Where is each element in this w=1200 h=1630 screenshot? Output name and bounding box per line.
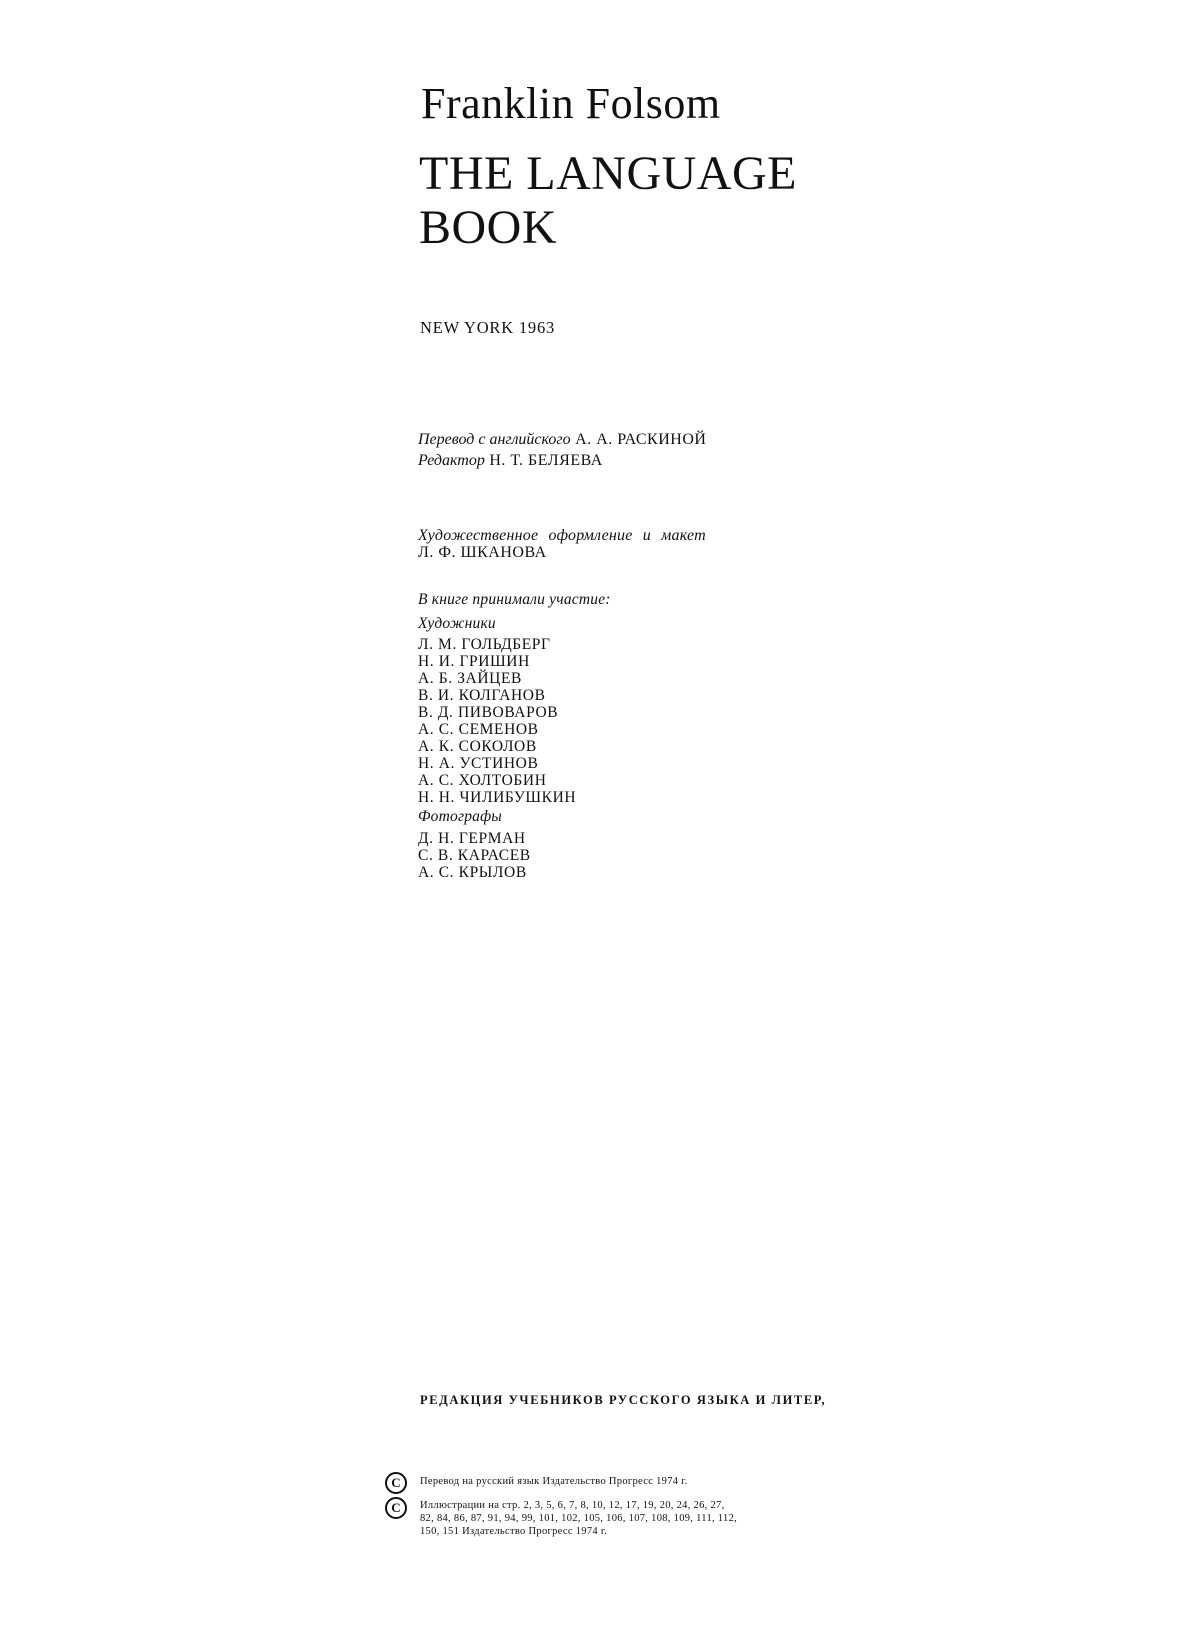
participants-section — [418, 591, 611, 881]
artist-name: А. Б. ЗАЙЦЕВ — [418, 670, 522, 687]
artist-name: Н. А. УСТИНОВ — [418, 755, 539, 772]
design-name: Л. Ф. ШКАНОВА — [418, 544, 547, 561]
artist-name: А. С. СЕМЕНОВ — [418, 721, 539, 738]
editor-line — [418, 450, 706, 471]
photographer-name: С. В. КАРАСЕВ — [418, 847, 531, 864]
participants-heading: В книге принимали участие: — [418, 591, 611, 608]
copyright-illustrations-line-3: 150, 151 Издательство Прогресс 1974 г. — [420, 1526, 608, 1537]
author-name: Franklin Folsom — [421, 79, 721, 128]
copyright-illustrations-line-1: Иллюстрации на стр. 2, 3, 5, 6, 7, 8, 10, 12, 17, 19, 20, 24, 26, 27, — [420, 1500, 725, 1511]
artist-name: Н. И. ГРИШИН — [418, 653, 530, 670]
artist-name: Н. Н. ЧИЛИБУШКИН — [418, 789, 577, 806]
editor-name: Н. Т. БЕЛЯЕВА — [489, 452, 603, 469]
copyright-illustrations — [420, 1499, 737, 1538]
photographer-name: А. С. КРЫЛОВ — [418, 864, 527, 881]
book-title-line-1: THE LANGUAGE — [419, 147, 797, 200]
copyright-illustrations-line-2: 82, 84, 86, 87, 91, 94, 99, 101, 102, 105, 106, 107, 108, 109, 111, 112, — [420, 1513, 738, 1524]
photographer-name: Д. Н. ГЕРМАН — [418, 830, 526, 847]
publication-place-year: NEW YORK 1963 — [420, 318, 556, 337]
artist-name: Л. М. ГОЛЬДБЕРГ — [418, 636, 551, 653]
copyright-translation: Перевод на русский язык Издательство Прогресс 1974 г. — [420, 1476, 688, 1487]
artists-label: Художники — [418, 615, 496, 632]
translator-line — [418, 429, 706, 450]
artist-name: В. Д. ПИВОВАРОВ — [418, 704, 559, 721]
artist-name: А. К. СОКОЛОВ — [418, 738, 537, 755]
photographers-label: Фотографы — [418, 808, 503, 825]
translator-name: А. А. РАСКИНОЙ — [575, 431, 707, 448]
translation-credits — [418, 429, 706, 471]
book-title-line-2: BOOK — [419, 201, 558, 254]
design-label: Художественное оформление и макет — [418, 527, 706, 544]
editor-label: Редактор — [418, 452, 485, 469]
artist-name: А. С. ХОЛТОБИН — [418, 772, 547, 789]
artists-list — [418, 636, 611, 806]
edition-office: РЕДАКЦИЯ УЧЕБНИКОВ РУССКОГО ЯЗЫКА И ЛИТЕР, — [420, 1393, 827, 1407]
artist-name: В. И. КОЛГАНОВ — [418, 687, 546, 704]
translator-label: Перевод с английского — [418, 431, 571, 448]
book-title — [419, 147, 797, 255]
photographers-list — [418, 830, 611, 881]
copyright-icon: C — [385, 1472, 407, 1494]
copyright-icon: C — [385, 1497, 407, 1519]
design-credits — [418, 527, 706, 561]
